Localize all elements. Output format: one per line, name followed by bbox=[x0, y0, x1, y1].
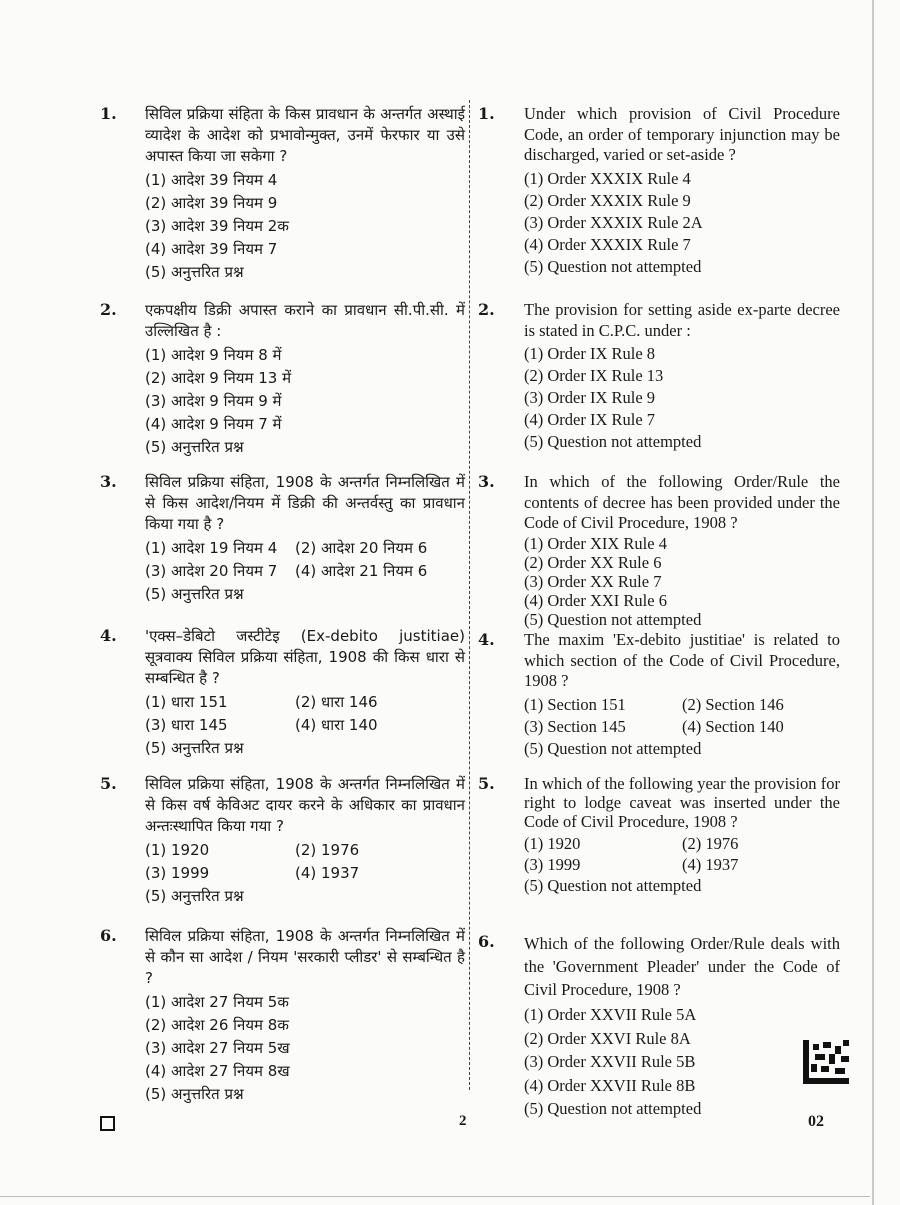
option-2: (2) Order XXXIX Rule 9 bbox=[524, 190, 691, 210]
option-5: (5) Question not attempted bbox=[524, 432, 702, 451]
option-4: (4) Section 140 bbox=[682, 716, 784, 736]
question-text: सिविल प्रक्रिया संहिता, 1908 के अन्तर्गत निम्नलिखित में से किस वर्ष केविअट दायर करने के अधिकार का प्रावधान अन्तःस्थापित किया गया ? bbox=[145, 775, 465, 835]
question-number: 4. bbox=[100, 626, 117, 645]
option-1: (1) Section 151 bbox=[524, 694, 626, 714]
question-text: In which of the following year the provision for right to lodge caveat was inserted under the Code of Civil Procedure, 1908 ? bbox=[524, 774, 840, 831]
option-5: (5) Question not attempted bbox=[524, 609, 702, 629]
question-text: सिविल प्रक्रिया संहिता, 1908 के अन्तर्गत निम्नलिखित में से कौन सा आदेश / नियम 'सरकारी प्लीडर' से सम्बन्धित है ? bbox=[145, 927, 465, 987]
corner-square-icon bbox=[100, 1116, 115, 1131]
question-text: सिविल प्रक्रिया संहिता, 1908 के अन्तर्गत निम्नलिखित में से किस आदेश/नियम में डिक्री की अन्तर्वस्तु का प्रावधान किया गया है ? bbox=[145, 473, 465, 533]
question-hi-2 bbox=[100, 300, 465, 459]
option-3: (3) Order XX Rule 7 bbox=[524, 571, 662, 591]
option-1: (1) आदेश 9 नियम 8 में bbox=[145, 346, 282, 364]
option-1: (1) Order XIX Rule 4 bbox=[524, 533, 667, 553]
option-2: (2) आदेश 20 नियम 6 bbox=[295, 539, 428, 557]
question-text: सिविल प्रक्रिया संहिता के किस प्रावधान के अन्तर्गत अस्थाई व्यादेश के आदेश को प्रभावोन्मुक्त, उनमें फेरफार या उसे अपास्त किया जा सकेगा ? bbox=[145, 105, 465, 165]
question-hi-4 bbox=[100, 626, 465, 760]
question-number: 5. bbox=[478, 774, 495, 793]
question-number: 3. bbox=[478, 472, 495, 491]
question-en-4 bbox=[478, 630, 840, 760]
option-3: (3) Order XXVII Rule 5B bbox=[524, 1052, 696, 1071]
question-number: 6. bbox=[478, 932, 495, 951]
option-2: (2) धारा 146 bbox=[295, 693, 378, 711]
page-number: 2 bbox=[459, 1113, 467, 1129]
question-hi-5 bbox=[100, 774, 465, 908]
question-en-1 bbox=[478, 104, 840, 278]
option-5: (5) Question not attempted bbox=[524, 256, 702, 276]
question-number: 1. bbox=[100, 104, 117, 123]
option-1: (1) आदेश 27 नियम 5क bbox=[145, 993, 289, 1011]
option-5: (5) Question not attempted bbox=[524, 738, 702, 758]
option-3: (3) Section 145 bbox=[524, 716, 626, 736]
option-3: (3) आदेश 39 नियम 2क bbox=[145, 217, 289, 235]
question-number: 2. bbox=[100, 300, 117, 319]
option-5: (5) Question not attempted bbox=[524, 1099, 702, 1118]
option-1: (1) धारा 151 bbox=[145, 693, 228, 711]
question-text: In which of the following Order/Rule the contents of decree has been provided under the Code of Civil Procedure, 1908 ? bbox=[524, 472, 840, 532]
option-4: (4) 1937 bbox=[682, 855, 739, 874]
option-2: (2) आदेश 9 नियम 13 में bbox=[145, 369, 292, 387]
question-text: Under which provision of Civil Procedure Code, an order of temporary injunction may be discharged, varied or set-aside ? bbox=[524, 104, 840, 164]
booklet-code: 02 bbox=[808, 1113, 824, 1130]
option-4: (4) Order XXVII Rule 8B bbox=[524, 1075, 696, 1095]
question-text: Which of the following Order/Rule deals with the 'Government Pleader' under the Code of Civil Procedure, 1908 ? bbox=[524, 934, 840, 999]
option-5: (5) अनुत्तरित प्रश्न bbox=[145, 739, 244, 757]
option-1: (1) आदेश 19 नियम 4 bbox=[145, 539, 278, 557]
option-3: (3) आदेश 9 नियम 9 में bbox=[145, 392, 282, 410]
option-2: (2) आदेश 39 नियम 9 bbox=[145, 194, 278, 212]
question-number: 3. bbox=[100, 472, 117, 491]
question-text: एकपक्षीय डिक्री अपास्त कराने का प्रावधान सी.पी.सी. में उल्लिखित है : bbox=[145, 301, 465, 340]
option-3: (3) Order XXXIX Rule 2A bbox=[524, 212, 703, 232]
option-3: (3) Order IX Rule 9 bbox=[524, 388, 656, 407]
option-3: (3) आदेश 27 नियम 5ख bbox=[145, 1039, 290, 1057]
question-hi-6 bbox=[100, 926, 465, 1106]
question-en-6 bbox=[478, 932, 840, 1121]
option-5: (5) अनुत्तरित प्रश्न bbox=[145, 438, 244, 456]
option-1: (1) Order XXVII Rule 5A bbox=[524, 1005, 697, 1024]
option-4: (4) आदेश 39 नियम 7 bbox=[145, 240, 278, 258]
question-number: 4. bbox=[478, 630, 495, 649]
option-5: (5) अनुत्तरित प्रश्न bbox=[145, 887, 244, 905]
question-number: 6. bbox=[100, 926, 117, 945]
question-text: 'एक्स–डेबिटो जस्टीटेइ (Ex-debito justitiae) सूत्रवाक्य सिविल प्रक्रिया संहिता, 1908 की किस धारा से सम्बन्धित है ? bbox=[145, 627, 465, 687]
question-text: The provision for setting aside ex-parte decree is stated in C.P.C. under : bbox=[524, 300, 840, 340]
option-5: (5) अनुत्तरित प्रश्न bbox=[145, 585, 244, 603]
page-edge-line bbox=[872, 0, 874, 1205]
question-en-3 bbox=[478, 472, 840, 629]
option-1: (1) 1920 bbox=[524, 834, 581, 853]
option-5: (5) Question not attempted bbox=[524, 876, 702, 895]
option-2: (2) Section 146 bbox=[682, 694, 784, 714]
column-divider bbox=[469, 100, 470, 1090]
option-3: (3) 1999 bbox=[145, 864, 210, 882]
question-en-5 bbox=[478, 774, 840, 896]
option-2: (2) Order IX Rule 13 bbox=[524, 366, 664, 385]
option-1: (1) आदेश 39 नियम 4 bbox=[145, 171, 278, 189]
option-2: (2) आदेश 26 नियम 8क bbox=[145, 1016, 289, 1034]
option-1: (1) Order IX Rule 8 bbox=[524, 344, 656, 363]
option-4: (4) Order IX Rule 7 bbox=[524, 410, 656, 429]
question-en-2 bbox=[478, 300, 840, 453]
question-number: 1. bbox=[478, 104, 495, 123]
datamatrix-code-icon bbox=[803, 1040, 849, 1084]
option-3: (3) 1999 bbox=[524, 855, 581, 874]
option-2: (2) 1976 bbox=[295, 841, 360, 859]
option-4: (4) आदेश 27 नियम 8ख bbox=[145, 1062, 290, 1080]
option-1: (1) Order XXXIX Rule 4 bbox=[524, 168, 691, 188]
question-number: 2. bbox=[478, 300, 495, 319]
option-2: (2) Order XX Rule 6 bbox=[524, 552, 662, 572]
option-1: (1) 1920 bbox=[145, 841, 210, 859]
bottom-edge-line bbox=[0, 1196, 870, 1197]
option-4: (4) आदेश 9 नियम 7 में bbox=[145, 415, 282, 433]
option-4: (4) धारा 140 bbox=[295, 716, 378, 734]
option-5: (5) अनुत्तरित प्रश्न bbox=[145, 263, 244, 281]
question-hi-1 bbox=[100, 104, 465, 284]
option-5: (5) अनुत्तरित प्रश्न bbox=[145, 1085, 244, 1103]
question-number: 5. bbox=[100, 774, 117, 793]
option-2: (2) Order XXVI Rule 8A bbox=[524, 1028, 691, 1048]
option-4: (4) Order XXXIX Rule 7 bbox=[524, 234, 691, 254]
option-3: (3) आदेश 20 नियम 7 bbox=[145, 562, 278, 580]
option-4: (4) आदेश 21 नियम 6 bbox=[295, 562, 428, 580]
question-hi-3 bbox=[100, 472, 465, 606]
option-2: (2) 1976 bbox=[682, 834, 739, 853]
question-text: The maxim 'Ex-debito justitiae' is related to which section of the Code of Civil Procedure, 1908 ? bbox=[524, 630, 840, 690]
option-4: (4) 1937 bbox=[295, 864, 360, 882]
option-4: (4) Order XXI Rule 6 bbox=[524, 590, 667, 610]
option-3: (3) धारा 145 bbox=[145, 716, 228, 734]
